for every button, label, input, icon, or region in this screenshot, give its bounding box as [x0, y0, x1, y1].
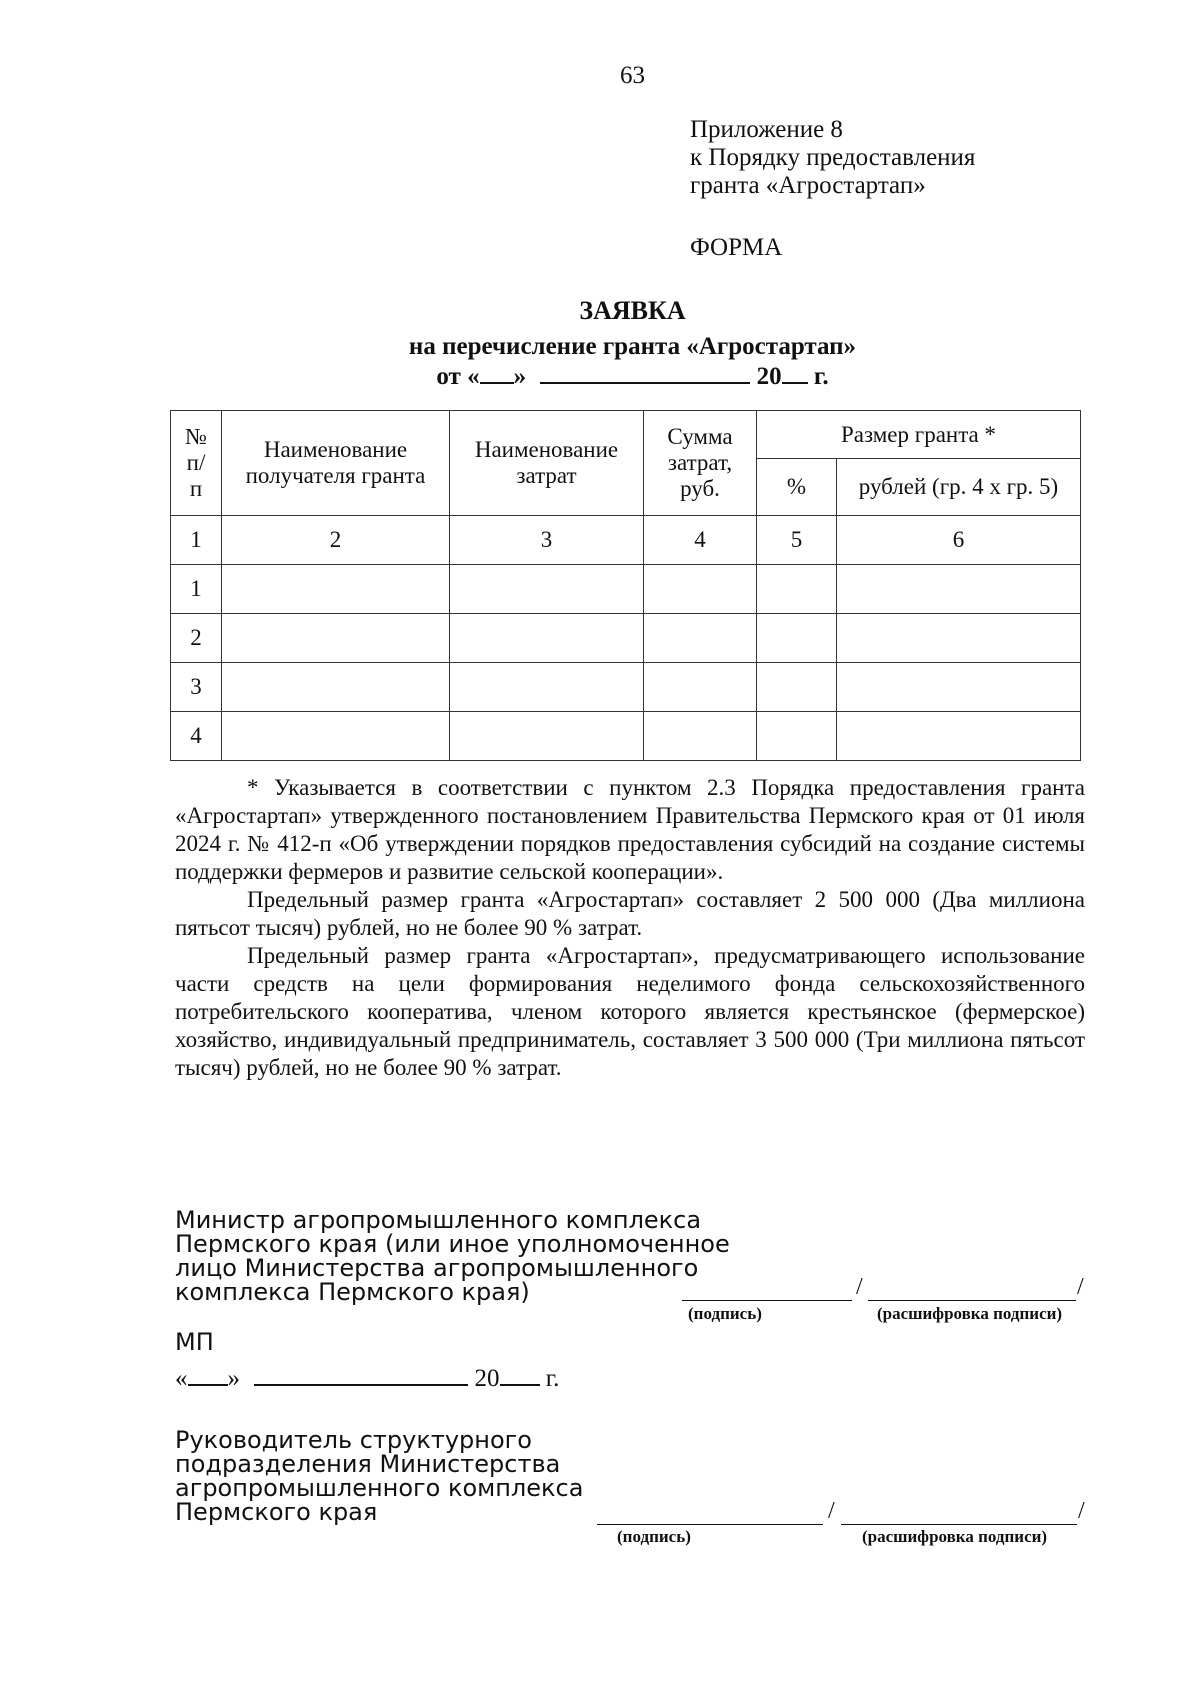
signatory-line: агропромышленного комплекса [175, 1474, 584, 1502]
footnote-paragraph: Предельный размер гранта «Агростартап» составляет 2 500 000 (Два миллиона пятьсот тысяч) рублей, но не более 90 % затрат. [175, 887, 1085, 940]
signature-date-line [175, 1362, 559, 1393]
date-suffix: г. [813, 363, 829, 390]
header-num: № п/п [171, 411, 222, 516]
appendix-line: к Порядку предоставления [690, 144, 976, 171]
row-number: 2 [171, 614, 222, 663]
column-number: 4 [644, 516, 757, 565]
date-open-quote: « [175, 1365, 188, 1392]
table-cell[interactable] [450, 565, 644, 614]
signature-2-slash-end: / [1078, 1498, 1085, 1524]
column-number: 6 [837, 516, 1081, 565]
date-prefix: от « [436, 363, 480, 390]
month-blank[interactable] [540, 360, 750, 384]
table-cell[interactable] [757, 712, 837, 761]
signature-1-slash-end: / [1077, 1274, 1084, 1300]
document-title: ЗАЯВКА [579, 296, 686, 325]
table-cell[interactable] [757, 663, 837, 712]
year-blank[interactable] [782, 360, 808, 384]
header-grant-size: Размер гранта * [757, 411, 1081, 459]
day-blank[interactable] [188, 1362, 228, 1386]
signature-2-sign-line[interactable] [597, 1524, 823, 1525]
form-label: ФОРМА [690, 234, 783, 261]
table-cell[interactable] [222, 614, 450, 663]
column-number: 5 [757, 516, 837, 565]
table-cell[interactable] [837, 712, 1081, 761]
date-quote-close: » [513, 363, 527, 390]
signatory-line: Пермского края [175, 1498, 378, 1526]
appendix-line: Приложение 8 [690, 116, 843, 143]
year-blank[interactable] [500, 1362, 540, 1386]
table-cell[interactable] [644, 663, 757, 712]
table-cell[interactable] [644, 712, 757, 761]
table-cell[interactable] [757, 565, 837, 614]
header-costs: Наименование затрат [450, 411, 644, 516]
signatory-1-title [175, 1208, 730, 1304]
table-cell[interactable] [837, 614, 1081, 663]
signature-2-caption-sign: (подпись) [617, 1527, 691, 1546]
table-cell[interactable] [450, 712, 644, 761]
footnote-block [175, 774, 1085, 1082]
table-cell[interactable] [644, 565, 757, 614]
day-blank[interactable] [480, 360, 514, 384]
header-recipient: Наименование получателя гранта [222, 411, 450, 516]
signature-1-decode-line[interactable] [868, 1300, 1076, 1301]
signature-1-sign-line[interactable] [682, 1300, 852, 1301]
signature-2-slash: / [828, 1498, 835, 1524]
date-close-quote: » [227, 1365, 240, 1392]
signature-2-caption-decode: (расшифровка подписи) [862, 1527, 1048, 1546]
table-cell[interactable] [837, 565, 1081, 614]
grant-table [170, 410, 1081, 761]
signatory-line: Пермского края (или иное уполномоченное [175, 1230, 730, 1258]
document-subtitle: на перечисление гранта «Агростартап» [408, 333, 857, 360]
header-sum: Сумма затрат, руб. [644, 411, 757, 516]
table-row [171, 663, 1081, 712]
signatory-line: Руководитель структурного [175, 1426, 532, 1454]
table-cell[interactable] [450, 663, 644, 712]
column-number: 3 [450, 516, 644, 565]
appendix-header [690, 116, 975, 200]
table-cell[interactable] [222, 565, 450, 614]
appendix-line: гранта «Агростартап» [690, 172, 926, 199]
table-cell[interactable] [757, 614, 837, 663]
signatory-line: Министр агропромышленного комплекса [175, 1206, 702, 1234]
date-suffix: г. [545, 1365, 560, 1392]
month-blank[interactable] [254, 1362, 468, 1386]
table-row [171, 712, 1081, 761]
footnote-paragraph: * Указывается в соответствии с пунктом 2.3 Порядка предоставления гранта «Агростартап» утвержденного постановлением Правительства Пермского края от 01 июля 2024 г. № 412-п «Об утверждении порядков предоставления субсидий на создание системы поддержки фермеров и развитие сельской кооперации». [175, 775, 1085, 884]
signatory-line: подразделения Министерства [175, 1450, 561, 1478]
column-number: 2 [222, 516, 450, 565]
signatory-line: лицо Министерства агропромышленного [175, 1254, 699, 1282]
table-cell[interactable] [644, 614, 757, 663]
table-cell[interactable] [222, 712, 450, 761]
column-number: 1 [171, 516, 222, 565]
table-cell[interactable] [222, 663, 450, 712]
application-date-line [0, 360, 1200, 391]
signature-2-decode-line[interactable] [841, 1524, 1077, 1525]
row-number: 1 [171, 565, 222, 614]
page-number: 63 [620, 62, 645, 89]
footnote-paragraph: Предельный размер гранта «Агростартап», предусматривающего использование части средств на цели формирования неделимого фонда сельскохозяйственного потребительского кооператива, членом которого является крестьянское (фермерское) хозяйство, индивидуальный предприниматель, составляет 3 500 000 (Три миллиона пятьсот тысяч) рублей, но не более 90 % затрат. [175, 943, 1085, 1080]
header-percent: % [757, 459, 837, 516]
signatory-line: комплекса Пермского края) [175, 1278, 530, 1306]
row-number: 3 [171, 663, 222, 712]
year-prefix: 20 [474, 1365, 500, 1392]
table-row [171, 565, 1081, 614]
header-rubles: рублей (гр. 4 х гр. 5) [837, 459, 1081, 516]
table-cell[interactable] [450, 614, 644, 663]
signature-1-caption-decode: (расшифровка подписи) [877, 1304, 1063, 1323]
signatory-2-title [175, 1428, 583, 1524]
row-number: 4 [171, 712, 222, 761]
stamp-label: МП [175, 1328, 214, 1356]
table-row [171, 614, 1081, 663]
signature-1-caption-sign: (подпись) [688, 1304, 762, 1323]
year-prefix: 20 [756, 363, 782, 390]
table-cell[interactable] [837, 663, 1081, 712]
signature-1-slash: / [856, 1274, 863, 1300]
